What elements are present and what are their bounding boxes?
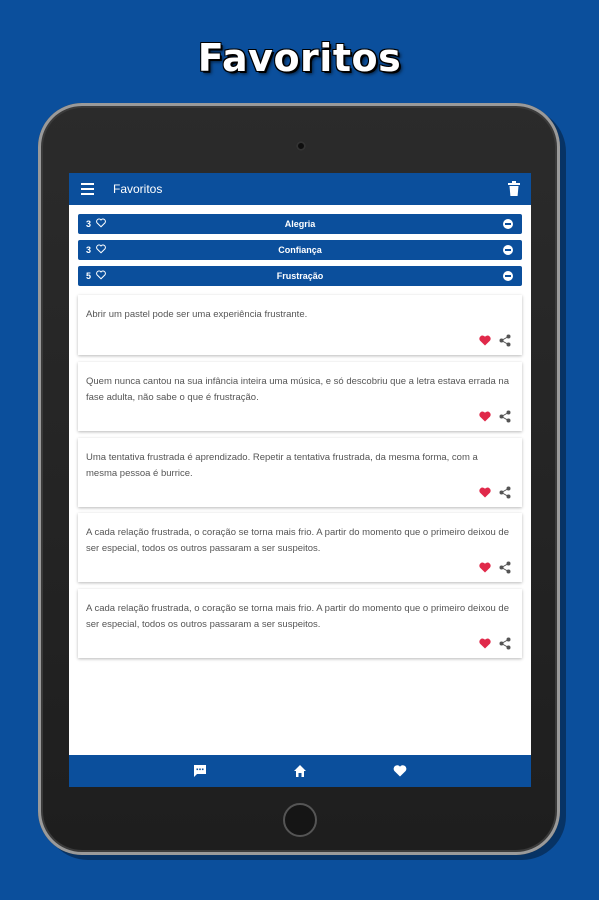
- quote-text: A cada relação frustrada, o coração se torna mais frio. A partir do momento que o primeiro deixou de ser especial, todos os outros passaram a ser suspeitos.: [86, 527, 509, 554]
- app-bar-title: Favoritos: [113, 182, 163, 196]
- heart-icon[interactable]: [479, 487, 491, 498]
- promo-title: Favoritos: [197, 36, 402, 80]
- quote-text: Quem nunca cantou na sua infância inteira uma música, e só descobriu que a letra estava errada na fase adulta, não sabe o que é frustração.: [86, 376, 510, 403]
- quote-card: [78, 513, 522, 582]
- camera-icon: [296, 141, 306, 151]
- share-icon[interactable]: [499, 561, 511, 574]
- app-bar: [69, 173, 531, 205]
- quote-card: [78, 589, 522, 658]
- trash-icon[interactable]: [507, 181, 521, 197]
- category-header-alegria[interactable]: [78, 214, 522, 234]
- collapse-icon[interactable]: [503, 271, 513, 281]
- quote-card: [78, 295, 522, 355]
- category-count: 3: [86, 245, 92, 255]
- bottom-navigation: [69, 755, 531, 787]
- app-screen: [69, 173, 531, 787]
- category-header-frustracao[interactable]: [78, 266, 522, 286]
- collapse-icon[interactable]: [503, 245, 513, 255]
- share-icon[interactable]: [499, 410, 511, 423]
- quote-text: A cada relação frustrada, o coração se torna mais frio. A partir do momento que o primeiro deixou de ser especial, todos os outros passaram a ser suspeitos.: [86, 603, 509, 630]
- quote-card: [78, 438, 522, 507]
- home-icon[interactable]: [293, 764, 307, 778]
- category-name: Frustração: [276, 271, 324, 281]
- heart-icon[interactable]: [479, 335, 491, 346]
- quote-text: Uma tentativa frustrada é aprendizado. Repetir a tentativa frustrada, da mesma forma, com a mesma pessoa é burrice.: [86, 452, 478, 479]
- heart-icon[interactable]: [479, 562, 491, 573]
- quote-card: [78, 362, 522, 431]
- share-icon[interactable]: [499, 486, 511, 499]
- chat-icon[interactable]: [193, 764, 207, 778]
- category-name: Confiança: [278, 245, 322, 255]
- share-icon[interactable]: [499, 637, 511, 650]
- category-count: 3: [86, 219, 92, 229]
- menu-icon[interactable]: [81, 183, 94, 195]
- share-icon[interactable]: [499, 334, 511, 347]
- quote-text: Abrir um pastel pode ser uma experiência frustrante.: [86, 309, 308, 320]
- category-count: 5: [86, 271, 92, 281]
- category-header-confianca[interactable]: [78, 240, 522, 260]
- heart-icon[interactable]: [479, 411, 491, 422]
- category-name: Alegria: [284, 219, 316, 229]
- heart-icon[interactable]: [393, 764, 407, 778]
- collapse-icon[interactable]: [503, 219, 513, 229]
- home-hardware-button[interactable]: [283, 803, 317, 837]
- heart-icon[interactable]: [479, 638, 491, 649]
